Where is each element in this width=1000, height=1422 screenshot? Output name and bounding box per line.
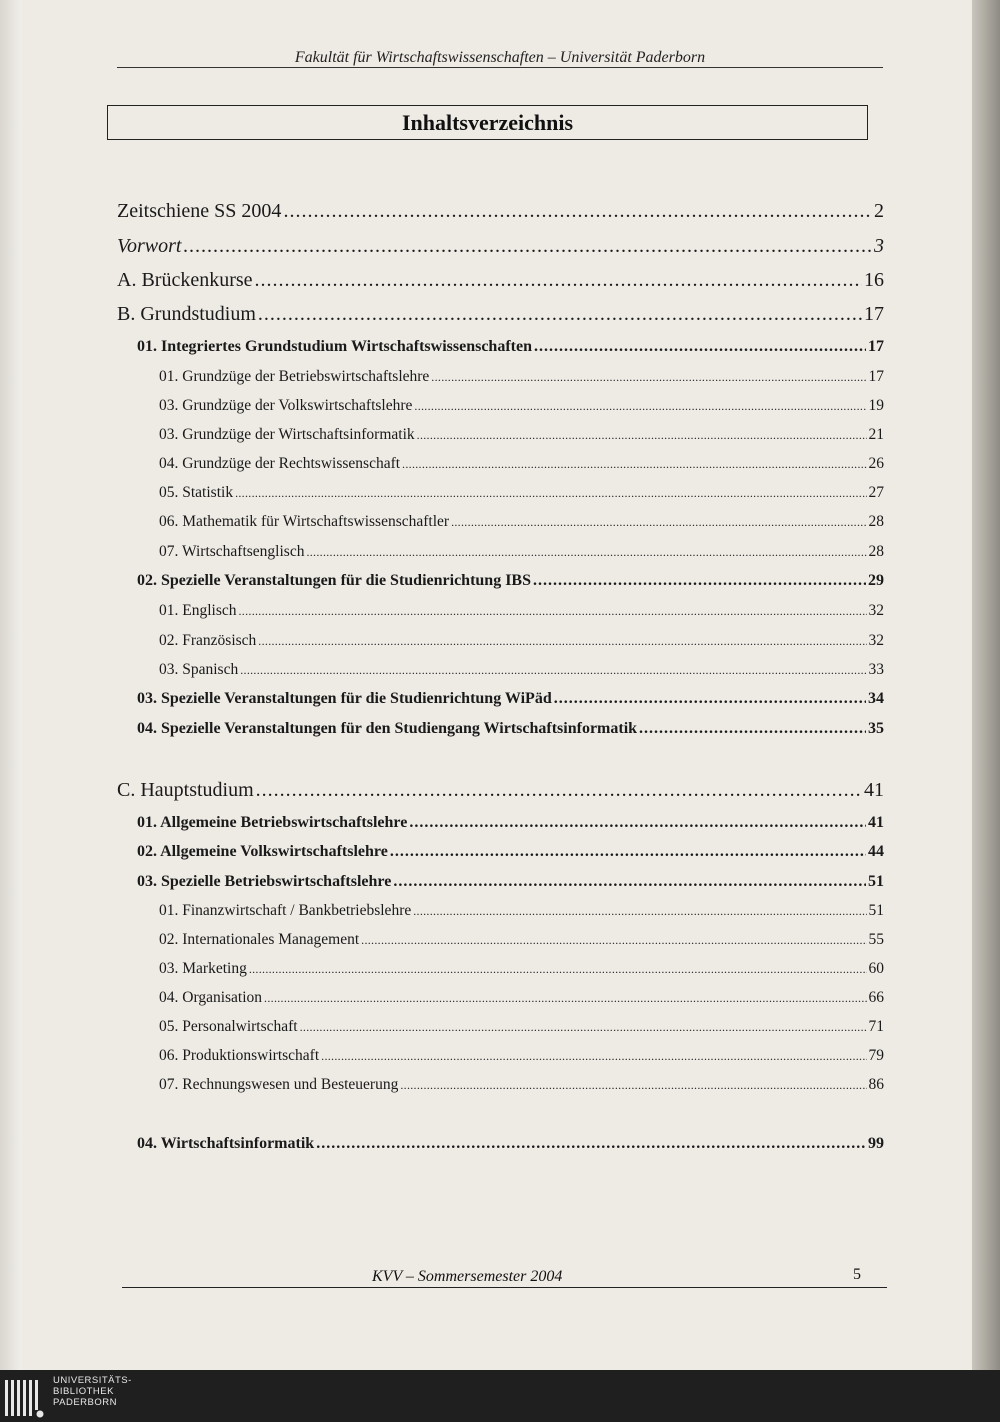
- toc-leader: [249, 962, 867, 977]
- toc-entry-statistik[interactable]: [159, 484, 884, 502]
- running-header: Fakultät für Wirtschaftswissenschaften – Universität Paderborn: [294, 49, 706, 66]
- toc-entry-allgemeine-bwl[interactable]: [137, 814, 884, 832]
- library-logo-icon: [4, 1376, 46, 1420]
- toc-leader: [258, 303, 862, 326]
- toc-page: 44: [868, 843, 884, 860]
- toc-entry-studiengang-wi[interactable]: [137, 720, 884, 738]
- toc-leader: [240, 663, 866, 678]
- toc-label: A. Brückenkurse: [117, 269, 253, 291]
- page-edge: [972, 0, 1000, 1370]
- toc-page: 41: [868, 814, 884, 831]
- toc-label: 04. Grundzüge der Rechtswissenschaft: [159, 455, 401, 472]
- toc-entry-franzoesisch[interactable]: [159, 632, 884, 650]
- toc-leader: [390, 843, 866, 861]
- library-name-line: PADERBORN: [53, 1397, 117, 1408]
- toc-page: 86: [868, 1076, 884, 1093]
- header-rule: [117, 67, 883, 68]
- toc-leader: [256, 779, 862, 802]
- toc-page: 79: [868, 1047, 884, 1064]
- toc-leader: [264, 991, 866, 1006]
- toc-entry-grundzuege-recht[interactable]: [159, 455, 884, 473]
- page-number: 5: [853, 1266, 861, 1283]
- toc-label: B. Grundstudium: [117, 303, 256, 325]
- toc-leader: [413, 904, 866, 919]
- toc-leader: [409, 814, 866, 832]
- toc-leader: [361, 933, 866, 948]
- toc-label: 06. Produktionswirtschaft: [159, 1047, 320, 1064]
- toc-leader: [451, 515, 866, 530]
- toc-leader: [431, 370, 866, 385]
- toc-page: 33: [868, 661, 884, 678]
- toc-entry-brueckenkurse[interactable]: [117, 269, 884, 292]
- toc-page: 26: [868, 455, 884, 472]
- toc-label: 01. Integriertes Grundstudium Wirtschaftswissenschaften: [137, 338, 532, 355]
- toc-label: 03. Grundzüge der Wirtschaftsinformatik: [159, 426, 415, 443]
- toc-entry-hauptstudium[interactable]: [117, 779, 884, 802]
- toc-label: 02. Französisch: [159, 632, 257, 649]
- toc-entry-marketing[interactable]: [159, 960, 884, 978]
- toc-page: 28: [868, 543, 884, 560]
- toc-page: 19: [868, 397, 884, 414]
- toc-entry-grundzuege-bwl[interactable]: [159, 368, 884, 386]
- toc-label: Vorwort: [117, 235, 182, 257]
- toc-label: 01. Englisch: [159, 602, 237, 619]
- toc-label: 05. Personalwirtschaft: [159, 1018, 298, 1035]
- toc-entry-organisation[interactable]: [159, 989, 884, 1007]
- toc-leader: [300, 1020, 867, 1035]
- toc-entry-grundzuege-wi[interactable]: [159, 426, 884, 444]
- toc-page: 32: [868, 632, 884, 649]
- toc-label: C. Hauptstudium: [117, 779, 254, 801]
- toc-entry-internationales-management[interactable]: [159, 931, 884, 949]
- toc-page: 51: [868, 873, 884, 890]
- toc-leader: [393, 873, 866, 891]
- toc-leader: [258, 634, 866, 649]
- toc-label: 04. Wirtschaftsinformatik: [137, 1135, 315, 1152]
- toc-page: 17: [868, 338, 884, 355]
- toc-label: 01. Finanzwirtschaft / Bankbetriebslehre: [159, 902, 412, 919]
- toc-label: 01. Grundzüge der Betriebswirtschaftslehre: [159, 368, 430, 385]
- toc-label: 04. Spezielle Veranstaltungen für den Studiengang Wirtschaftsinformatik: [137, 720, 638, 737]
- toc-leader: [414, 399, 866, 414]
- library-name-line: UNIVERSITÄTS-: [53, 1375, 132, 1386]
- toc-entry-englisch[interactable]: [159, 602, 884, 620]
- toc-page: 71: [868, 1018, 884, 1035]
- toc-page: 66: [868, 989, 884, 1006]
- library-name: [53, 1375, 132, 1408]
- toc-leader: [316, 1135, 866, 1153]
- toc-entry-integriertes-grundstudium[interactable]: [137, 338, 884, 356]
- toc-page: 28: [868, 513, 884, 530]
- toc-leader: [283, 200, 872, 223]
- toc-label: 07. Wirtschaftsenglisch: [159, 543, 305, 560]
- toc-page: 55: [868, 931, 884, 948]
- toc-page: 51: [868, 902, 884, 919]
- toc-entry-grundzuege-vwl[interactable]: [159, 397, 884, 415]
- toc-leader: [235, 486, 866, 501]
- footer-rule: [122, 1287, 887, 1288]
- toc-entry-zeitschiene[interactable]: [117, 200, 884, 223]
- toc-entry-produktionswirtschaft[interactable]: [159, 1047, 884, 1065]
- toc-page: 41: [864, 779, 884, 801]
- toc-label: 05. Statistik: [159, 484, 234, 501]
- toc-label: 04. Organisation: [159, 989, 263, 1006]
- page-footer: KVV – Sommersemester 2004: [372, 1268, 563, 1285]
- toc-page: 35: [868, 720, 884, 737]
- toc-leader: [554, 690, 866, 708]
- toc-label: 03. Spezielle Betriebswirtschaftslehre: [137, 873, 392, 890]
- toc-page: 17: [864, 303, 884, 325]
- library-bar: [0, 1370, 1000, 1422]
- toc-label: 02. Internationales Management: [159, 931, 360, 948]
- toc-label: 02. Spezielle Veranstaltungen für die Studienrichtung IBS: [137, 572, 531, 589]
- toc-label: 01. Allgemeine Betriebswirtschaftslehre: [137, 814, 408, 831]
- toc-page: 32: [868, 602, 884, 619]
- toc-entry-spezielle-bwl[interactable]: [137, 873, 884, 891]
- toc-page: 3: [874, 235, 884, 257]
- page-gutter: [0, 0, 22, 1370]
- toc-entry-spanisch[interactable]: [159, 661, 884, 679]
- toc-entry-rechnungswesen[interactable]: [159, 1076, 884, 1094]
- toc-page: 27: [868, 484, 884, 501]
- toc-leader: [255, 269, 862, 292]
- toc-label: 03. Spanisch: [159, 661, 239, 678]
- toc-label: 02. Allgemeine Volkswirtschaftslehre: [137, 843, 388, 860]
- library-name-line: BIBLIOTHEK: [53, 1386, 114, 1397]
- toc-leader: [183, 235, 872, 258]
- toc-page: 29: [868, 572, 884, 589]
- toc-page: 16: [864, 269, 884, 291]
- toc-entry-wipaed[interactable]: [137, 690, 884, 708]
- toc-entry-ibs[interactable]: [137, 572, 884, 590]
- toc-page: 34: [868, 690, 884, 707]
- toc-label: Zeitschiene SS 2004: [117, 200, 282, 222]
- toc-entry-personalwirtschaft[interactable]: [159, 1018, 884, 1036]
- toc-label: 03. Marketing: [159, 960, 247, 977]
- toc-entry-allgemeine-vwl[interactable]: [137, 843, 884, 861]
- toc-leader: [533, 572, 866, 590]
- toc-entry-finanzwirtschaft[interactable]: [159, 902, 884, 920]
- toc-label: 03. Grundzüge der Volkswirtschaftslehre: [159, 397, 413, 414]
- toc-entry-mathematik[interactable]: [159, 513, 884, 531]
- toc-leader: [400, 1078, 866, 1093]
- toc-page: 99: [868, 1135, 884, 1152]
- toc-entry-vorwort[interactable]: [117, 235, 884, 258]
- toc-page: 60: [868, 960, 884, 977]
- toc-page: 17: [868, 368, 884, 385]
- toc-entry-wirtschaftsinformatik[interactable]: [137, 1135, 884, 1153]
- toc-leader: [402, 457, 866, 472]
- toc-leader: [239, 604, 867, 619]
- page-title: Inhaltsverzeichnis: [107, 105, 868, 140]
- toc-page: 21: [868, 426, 884, 443]
- toc-leader: [321, 1049, 866, 1064]
- toc-label: 03. Spezielle Veranstaltungen für die Studienrichtung WiPäd: [137, 690, 552, 707]
- toc-label: 07. Rechnungswesen und Besteuerung: [159, 1076, 399, 1093]
- toc-label: 06. Mathematik für Wirtschaftswissenschaftler: [159, 513, 450, 530]
- toc-leader: [417, 428, 867, 443]
- toc-entry-grundstudium[interactable]: [117, 303, 884, 326]
- toc-page: 2: [874, 200, 884, 222]
- toc-leader: [306, 545, 866, 560]
- toc-leader: [534, 338, 866, 356]
- toc-entry-wirtschaftsenglisch[interactable]: [159, 543, 884, 561]
- toc-leader: [639, 720, 866, 738]
